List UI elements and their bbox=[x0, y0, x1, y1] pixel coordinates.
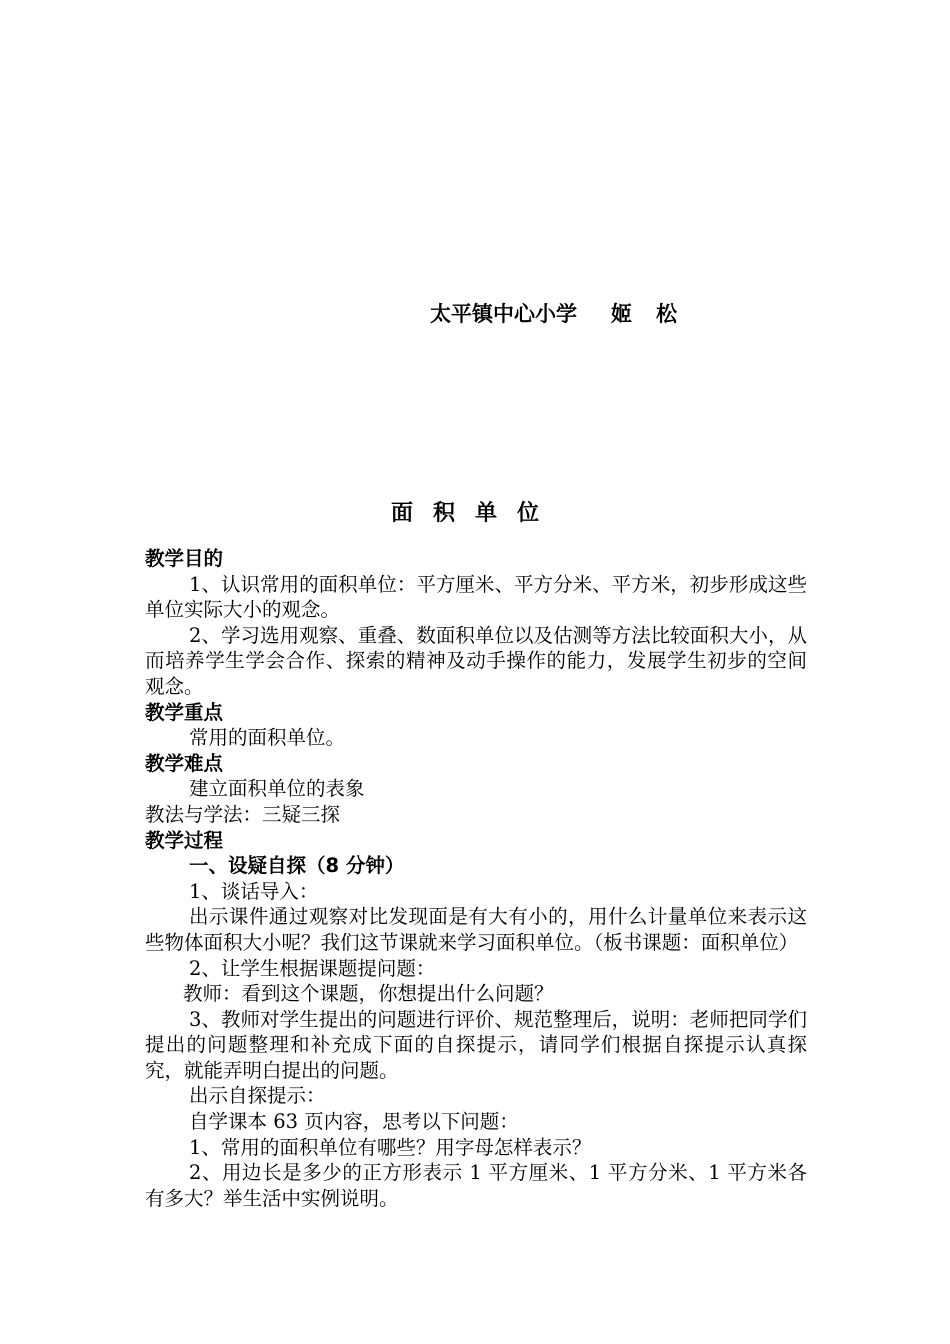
hint-question-1: 1、常用的面积单位有哪些？用字母怎样表示？ bbox=[189, 1135, 592, 1159]
objective-2: 2、学习选用观察、重叠、数面积单位以及估测等方法比较面积大小，从而培养学生学会合作、探索的精神及动手操作的能力，发展学生初步的空间观念。 bbox=[145, 623, 807, 698]
objective-1: 1、认识常用的面积单位：平方厘米、平方分米、平方米，初步形成这些单位实际大小的观念。 bbox=[145, 572, 807, 622]
author-name-second: 松 bbox=[656, 302, 677, 326]
method-line: 教法与学法：三疑三探 bbox=[145, 802, 341, 826]
author-line bbox=[430, 298, 677, 328]
author-name-first: 姬 bbox=[611, 302, 632, 326]
objectives-heading: 教学目的 bbox=[145, 547, 224, 570]
step1-item2: 2、让学生根据课题提问题： bbox=[189, 956, 436, 980]
hint-intro: 出示自探提示： bbox=[189, 1084, 326, 1108]
step1-item3: 3、教师对学生提出的问题进行评价、规范整理后，说明：老师把同学们提出的问题整理和补充成下面的自探提示，请同学们根据自探提示认真探究，就能弄明白提出的问题。 bbox=[145, 1007, 807, 1082]
key-text: 常用的面积单位。 bbox=[189, 726, 346, 750]
difficulty-heading: 教学难点 bbox=[145, 751, 224, 775]
step1-item2-text: 教师：看到这个课题，你想提出什么问题？ bbox=[183, 982, 554, 1006]
hint-question-2: 2、用边长是多少的正方形表示 1 平方厘米、1 平方分米、1 平方米各有多大？举生活中实例说明。 bbox=[145, 1161, 807, 1210]
document-title: 面积单位 bbox=[390, 501, 559, 526]
document-body bbox=[145, 546, 807, 1211]
author-school: 太平镇中心小学 bbox=[430, 302, 577, 326]
process-heading: 教学过程 bbox=[145, 828, 224, 852]
key-heading: 教学重点 bbox=[145, 700, 224, 724]
difficulty-text: 建立面积单位的表象 bbox=[189, 777, 365, 801]
step1-item1: 1、谈话导入： bbox=[189, 879, 319, 903]
hint-text: 自学课本 63 页内容，思考以下问题： bbox=[189, 1110, 519, 1134]
step1-item1-text: 出示课件通过观察对比发现面是有大有小的，用什么计量单位来表示这些物体面积大小呢？我们这节课就来学习面积单位。（板书课题：面积单位） bbox=[145, 905, 807, 954]
step1-heading: 一、设疑自探（8 分钟） bbox=[189, 854, 405, 878]
